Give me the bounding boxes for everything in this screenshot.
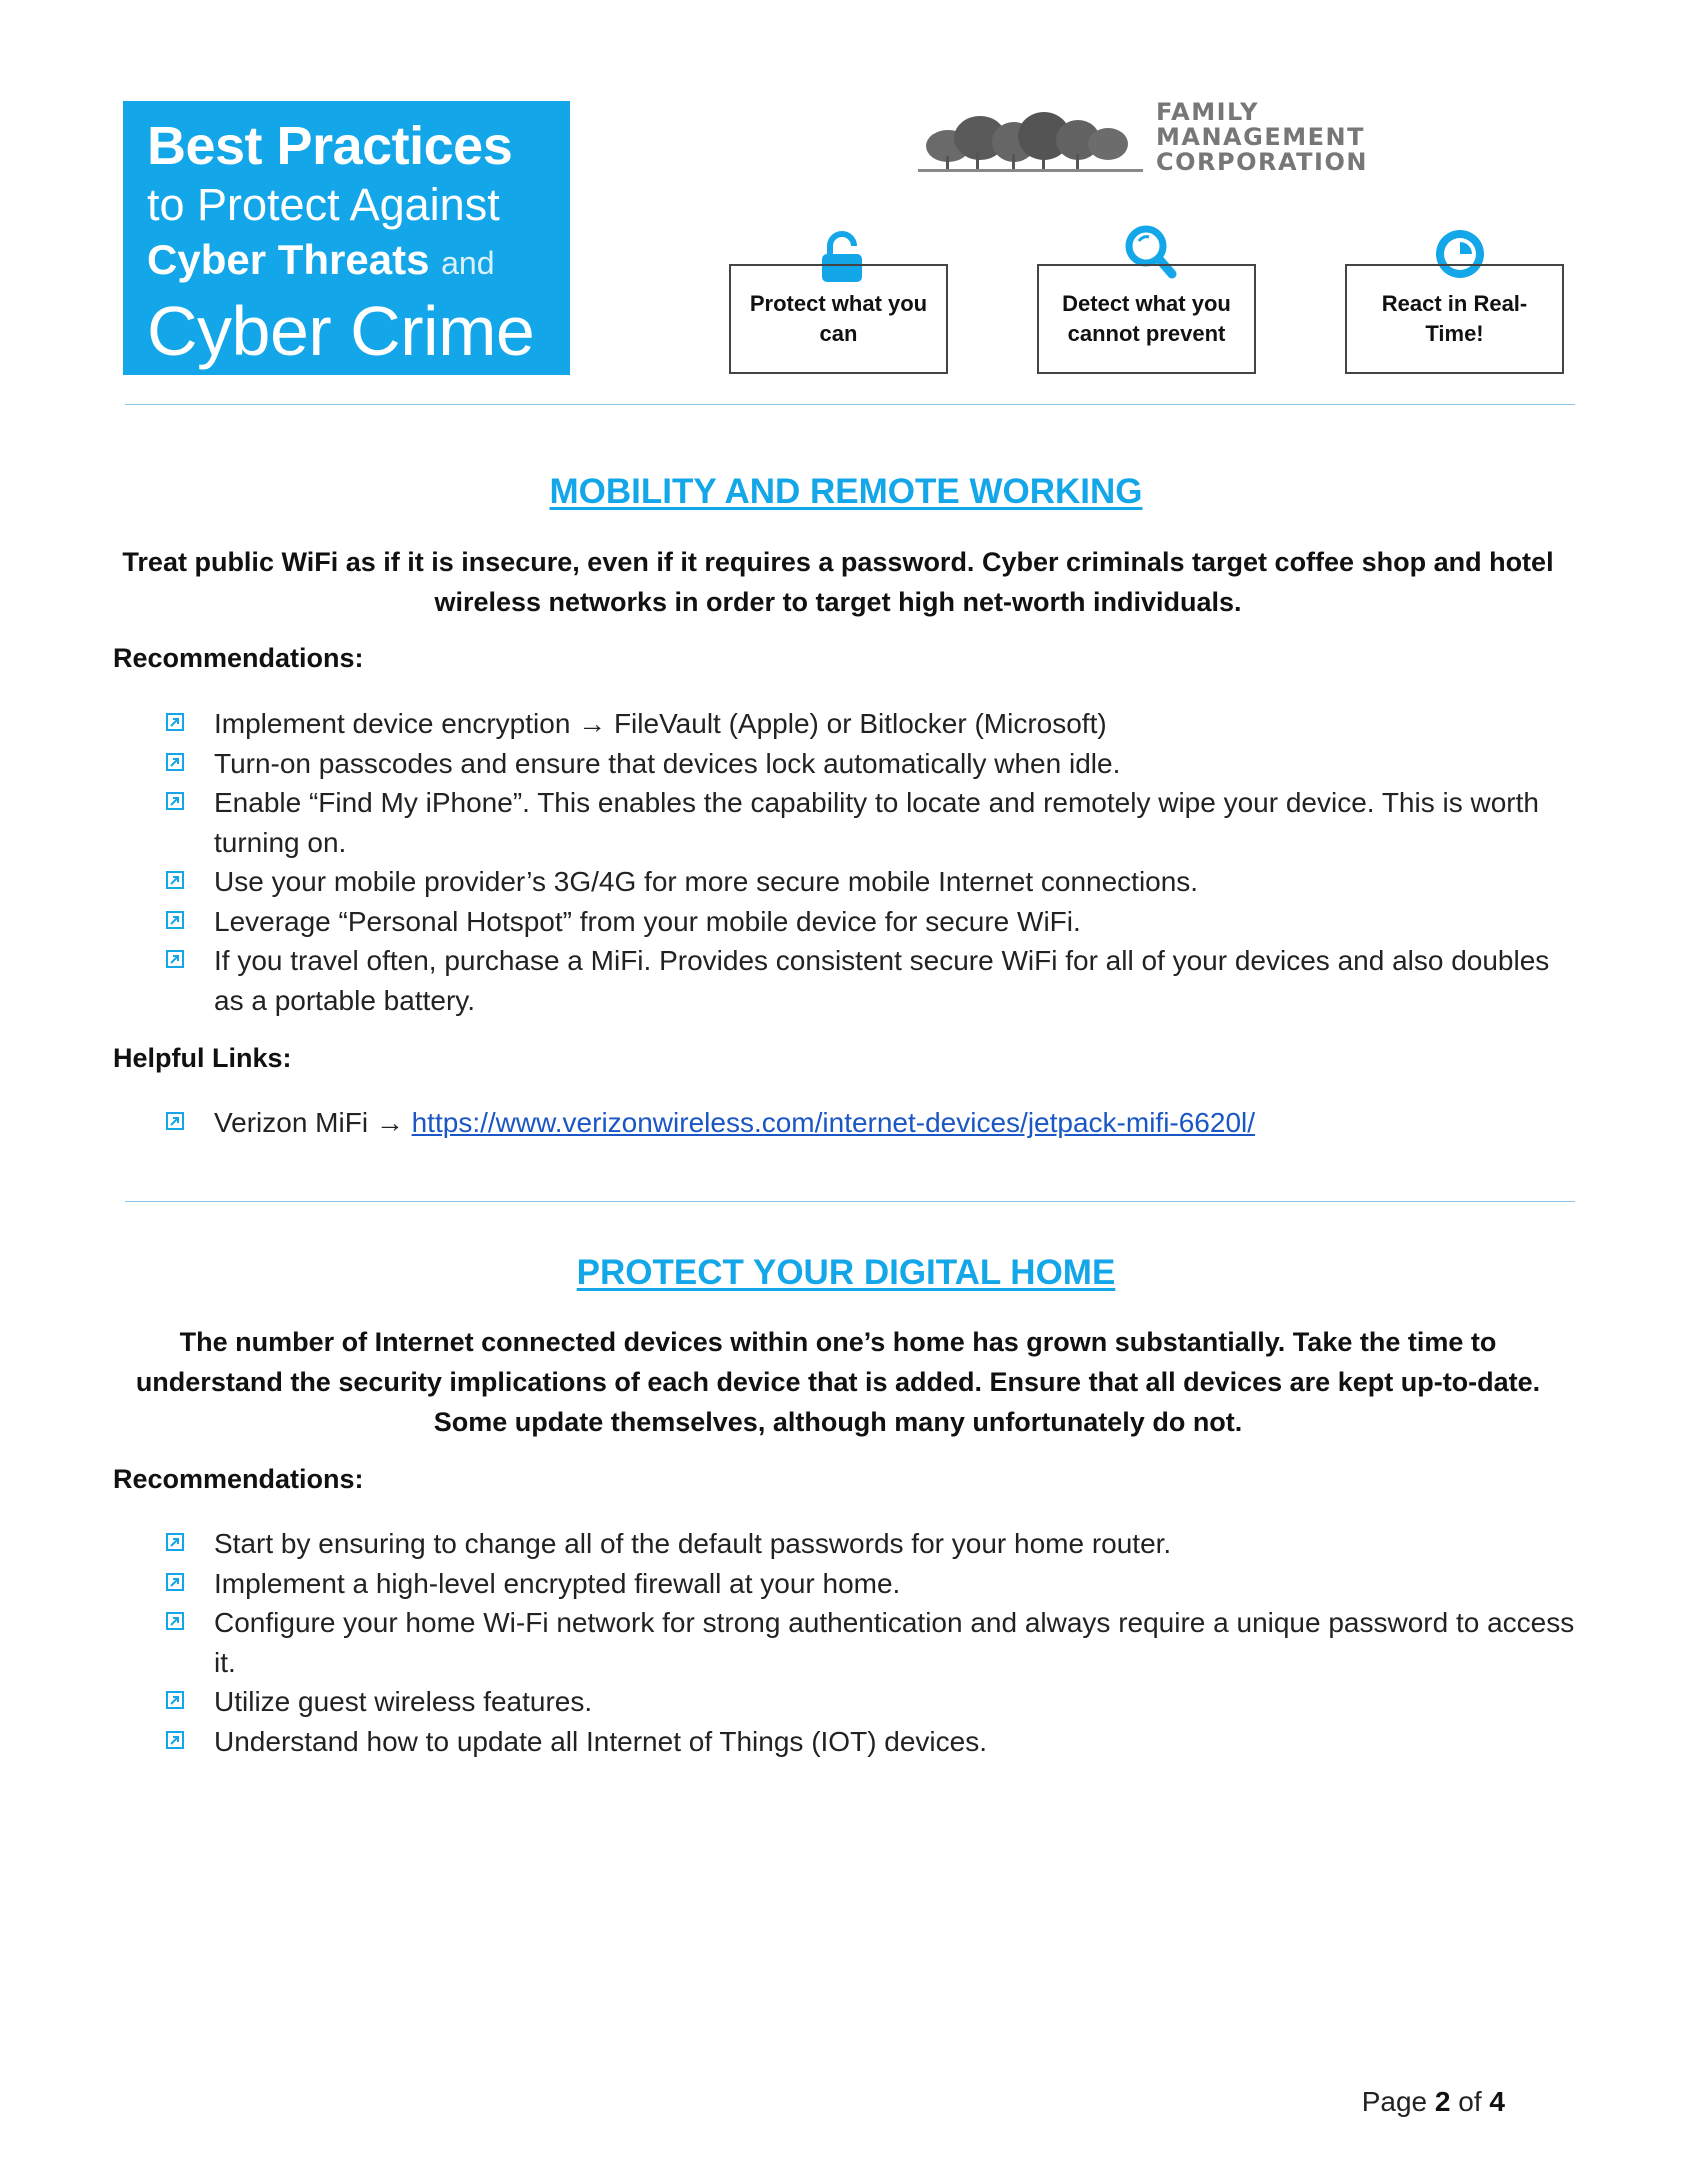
list-item xyxy=(164,704,1584,744)
pillar-detect-label: Detect what you cannot prevent xyxy=(1062,291,1231,346)
link-label: Verizon MiFi → xyxy=(214,1107,404,1138)
pillar-react-label: React in Real-Time! xyxy=(1381,291,1528,346)
title-line-3 xyxy=(147,233,570,290)
arrow-box-icon xyxy=(166,1533,184,1551)
title-line-4: Cyber Crime xyxy=(147,292,535,370)
list-item xyxy=(164,1603,1584,1682)
list-item-text: Utilize guest wireless features. xyxy=(214,1686,593,1717)
list-item-text: Understand how to update all Internet of Things (IOT) devices. xyxy=(214,1725,988,1757)
arrow-box-icon xyxy=(166,1731,184,1749)
recommendations-heading: Recommendations: xyxy=(113,1464,364,1494)
helpful-links-heading: Helpful Links: xyxy=(113,1043,292,1073)
recommendations-list xyxy=(164,1524,1584,1761)
page-number xyxy=(1362,2086,1505,2118)
list-item-text: Implement device encryption → FileVault (Apple) or Bitlocker (Microsoft) xyxy=(214,708,1107,739)
divider-rule xyxy=(125,404,1575,405)
list-item xyxy=(164,744,1584,784)
list-item xyxy=(164,941,1584,1020)
list-item-text: Configure your home Wi-Fi network for strong authentication and always require a unique password to access it. xyxy=(214,1607,1575,1678)
arrow-box-icon xyxy=(166,1691,184,1709)
arrow-box-icon xyxy=(166,713,184,731)
arrow-box-icon xyxy=(166,911,184,929)
title-line-1: Best Practices xyxy=(147,116,513,176)
title-line-3-main: Cyber Threats xyxy=(147,236,430,283)
list-item xyxy=(164,1682,1584,1722)
list-item-text: Start by ensuring to change all of the default passwords for your home router. xyxy=(214,1528,1172,1559)
arrow-box-icon xyxy=(166,1612,184,1630)
title-line-2: to Protect Against xyxy=(147,179,500,230)
arrow-box-icon xyxy=(166,871,184,889)
list-item-text: Turn-on passcodes and ensure that devices lock automatically when idle. xyxy=(214,747,1121,779)
verizon-mifi-link[interactable]: https://www.verizonwireless.com/internet-devices/jetpack-mifi-6620l/ xyxy=(411,1107,1256,1138)
list-item-text: Leverage “Personal Hotspot” from your mobile device for secure WiFi. xyxy=(214,905,1081,937)
total-pages: 4 xyxy=(1489,2086,1505,2117)
current-page: 2 xyxy=(1434,2086,1451,2117)
arrow-box-icon xyxy=(166,1573,184,1591)
section-title-mobility: MOBILITY AND REMOTE WORKING xyxy=(549,472,1143,511)
list-item xyxy=(164,902,1584,942)
of-word: of xyxy=(1458,2086,1482,2117)
list-item xyxy=(164,862,1584,902)
pillar-detect xyxy=(1037,264,1256,374)
list-item-text: Implement a high-level encrypted firewall at your home. xyxy=(214,1567,901,1599)
title-line-3-and: and xyxy=(441,245,495,281)
list-item-text: If you travel often, purchase a MiFi. Provides consistent secure WiFi for all of your devices and also doubles as a portable battery. xyxy=(214,945,1550,1016)
page-word: Page xyxy=(1361,2086,1428,2117)
list-item xyxy=(164,1722,1584,1762)
pillar-protect-label: Protect what you can xyxy=(749,291,928,346)
title-banner xyxy=(123,101,570,375)
list-item-text: Use your mobile provider’s 3G/4G for more secure mobile Internet connections. xyxy=(214,866,1199,897)
list-item xyxy=(164,1564,1584,1604)
list-item xyxy=(164,783,1584,862)
helpful-links-list xyxy=(164,1103,1584,1143)
pillar-protect xyxy=(729,264,948,374)
section-title-digital-home: PROTECT YOUR DIGITAL HOME xyxy=(576,1253,1116,1292)
divider-rule xyxy=(125,1201,1575,1202)
section-intro-mobility: Treat public WiFi as if it is insecure, even if it requires a password. Cyber criminals target coffee shop and hotel wireless networks in order to target high net-worth individuals. xyxy=(122,547,1554,617)
company-name xyxy=(1156,100,1368,175)
recommendations-heading: Recommendations: xyxy=(113,643,364,673)
arrow-box-icon xyxy=(166,792,184,810)
pillar-react xyxy=(1345,264,1564,374)
company-name-line-1: FAMILY xyxy=(1156,98,1259,126)
list-item xyxy=(164,1103,1584,1143)
company-name-line-2: MANAGEMENT xyxy=(1156,123,1365,151)
company-name-line-3: CORPORATION xyxy=(1156,148,1368,176)
section-intro-digital-home: The number of Internet connected devices within one’s home has grown substantially. Take the time to understand the security implications of each device that is added. Ensure that all devices are kept up-to-date. Some update themselves, although many unfortunately do not. xyxy=(135,1327,1541,1437)
list-item xyxy=(164,1524,1584,1564)
arrow-box-icon xyxy=(166,753,184,771)
recommendations-list xyxy=(164,704,1584,1020)
list-item-text: Enable “Find My iPhone”. This enables the capability to locate and remotely wipe your device. This is worth turning on. xyxy=(214,787,1539,858)
arrow-box-icon xyxy=(166,1112,184,1130)
arrow-box-icon xyxy=(166,950,184,968)
